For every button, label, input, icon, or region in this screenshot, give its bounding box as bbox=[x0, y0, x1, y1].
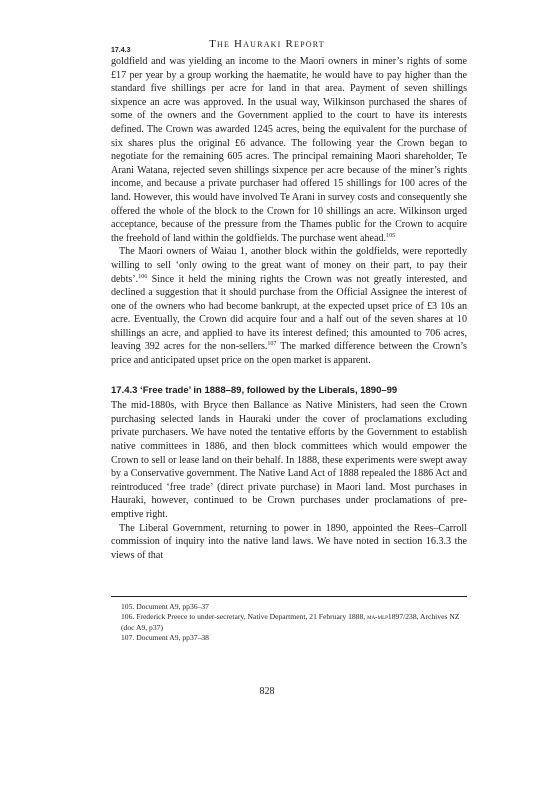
footnote-107: 107. Document A9, pp37–38 bbox=[121, 633, 209, 643]
footnote-ref-106[interactable]: 106 bbox=[138, 273, 148, 280]
footnote-105: 105. Document A9, pp36–37 bbox=[121, 602, 209, 611]
footnote-ref-107[interactable]: 107 bbox=[267, 341, 277, 348]
paragraph-2: The Maori owners of Waiau 1, another block within the goldfields, were reportedly willing to sell ‘only owing to the great want of money on their part, to pay their debts’.$^{106}$ Since it held the mining rights the Crown was not greatly interested, and declined a suggestion that it should purchase from the Official Assignee the interest of one of the owners who had become bankrupt, at the expected upset price of £3 10s an acre. Eventually, the Crown did acquire four and a half out of the seven shares at 10 shillings an acre, and applied to have its interest defined; this amounted to 706 acres, leaving 392 acres for the non-sellers.$^{107}$ The marked difference between the Crown’s price and anticipated upset price on the open market is apparent. bbox=[111, 246, 467, 367]
footnote-106-continuation: (doc A9, p37) bbox=[121, 622, 163, 632]
section-subheading: 17.4.3 ‘Free trade’ in 1888–89, followed by the Liberals, 1890–99 bbox=[111, 384, 398, 396]
footnotes bbox=[111, 602, 467, 644]
running-head: The Hauraki Report bbox=[209, 38, 325, 50]
footnote-ref-105[interactable]: 105 bbox=[386, 232, 396, 239]
footnote-divider bbox=[111, 596, 467, 597]
footnote-106: 106. Frederick Preece to under-secretary, Native Department, 21 February 1888, ma-mlp1897/238, Archives NZ bbox=[121, 612, 460, 622]
paragraph-4: The Liberal Government, returning to power in 1890, appointed the Rees–Carroll commission of inquiry into the native land laws. We have noted in section 16.3.3 the views of that bbox=[111, 522, 467, 561]
paragraph-3: The mid-1880s, with Bryce then Ballance as Native Ministers, had seen the Crown purchasing selected lands in Hauraki under the cover of proclamations excluding private purchasers. We have noted the tentative efforts by the Government to establish native committees in 1886, and then block committees which would empower the Crown to sell or lease land on their behalf. In 1888, these experiments were swept away by a Conservative government. The Native Land Act of 1888 repealed the 1886 Act and reintroduced ‘free trade’ (direct private purchase) in Maori land. Most purchases in Hauraki, however, continued to be Crown purchases under proclamations of pre-emptive right. bbox=[111, 400, 467, 520]
page-number: 828 bbox=[259, 686, 275, 697]
section-tag: 17.4.3 bbox=[111, 47, 131, 54]
paragraph-1: goldfield and was yielding an income to the Maori owners in miner’s rights of some £17 per year by a group working the haematite, he would have to pay higher than the standard five shillings per acre for land in that area. Payment of seven shillings sixpence an acre was approved. In the usual way, Wilkinson purchased the shares of some of the owners and the Government applied to the court to have its interests defined. The Crown was awarded 1245 acres, being the equivalent for the purchase of six shares plus the original £6 advance. The following year the Crown began to negotiate for the remaining 605 acres. The principal remaining Maori shareholder, Te Arani Watana, rejected seven shillings sixpence per acre because of the miner’s rights income, and because a private purchaser had offered 15 shillings for 100 acres of the land. However, this would have involved Te Arani in survey costs and consequently she offered the whole of the block to the Crown for 10 shillings an acre. Wilkinson urged acceptance, because of the pressure from the Thames public for the Crown to acquire the freehold of land within the goldfields. The purchase went ahead.$^{105}$ bbox=[111, 56, 467, 244]
body-text bbox=[111, 55, 467, 562]
